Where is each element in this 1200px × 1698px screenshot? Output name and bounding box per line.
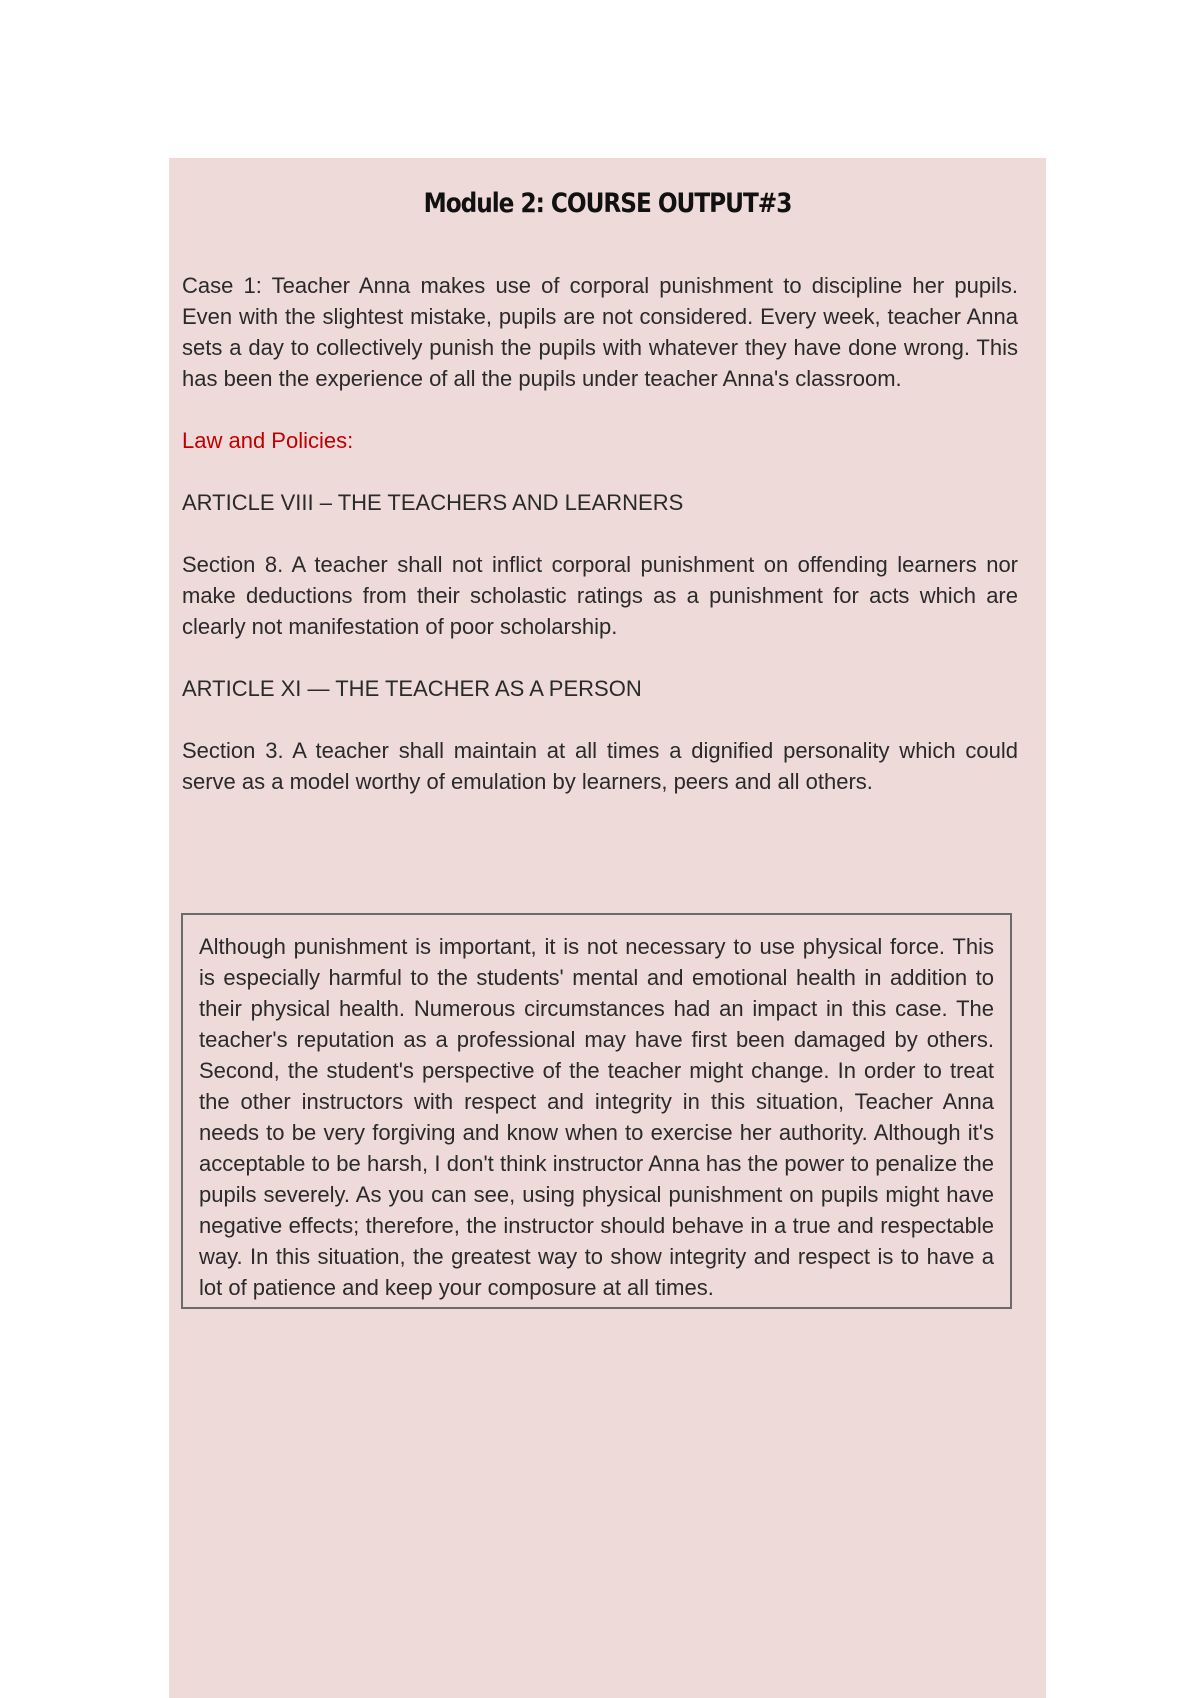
answer-text-box: Although punishment is important, it is not necessary to use physical force. This is especially harmful to the students' mental and emotional health in addition to their physical health. Numerous circumstances had an impact in this case. The teacher's reputation as a professional may have first been damaged by others. Second, the student's perspective of the teacher might change. In order to treat the other instructors with respect and integrity in this situation, Teacher Anna needs to be very forgiving and know when to exercise her authority. Although it's acceptable to be harsh, I don't think instructor Anna has the power to penalize the pupils severely. As you can see, using physical punishment on pupils might have negative effects; therefore, the instructor should behave in a true and respectable way. In this situation, the greatest way to show integrity and respect is to have a lot of patience and keep your composure at all times. — [181, 913, 1012, 1309]
article-xi-heading: ARTICLE XI — THE TEACHER AS A PERSON — [182, 676, 642, 701]
law-policies-heading: Law and Policies: — [182, 428, 354, 453]
article-viii-heading: ARTICLE VIII – THE TEACHERS AND LEARNERS — [182, 490, 684, 515]
page-title: Module 2: COURSE OUTPUT#3 — [423, 188, 792, 219]
page-panel — [169, 158, 1046, 1698]
case-paragraph: Case 1: Teacher Anna makes use of corporal punishment to discipline her pupils. Even with the slightest mistake, pupils are not considered. Every week, teacher Anna sets a day to collectively punish the pupils with whatever they have done wrong. This has been the experience of all the pupils under teacher Anna's classroom. — [182, 273, 1018, 391]
article-viii-section-8: Section 8. A teacher shall not inflict corporal punishment on offending learners nor make deductions from their scholastic ratings as a punishment for acts which are clearly not manifestation of poor scholarship. — [182, 552, 1018, 639]
document-body — [182, 270, 1018, 828]
article-xi-section-3: Section 3. A teacher shall maintain at all times a dignified personality which could serve as a model worthy of emulation by learners, peers and all others. — [182, 738, 1018, 794]
